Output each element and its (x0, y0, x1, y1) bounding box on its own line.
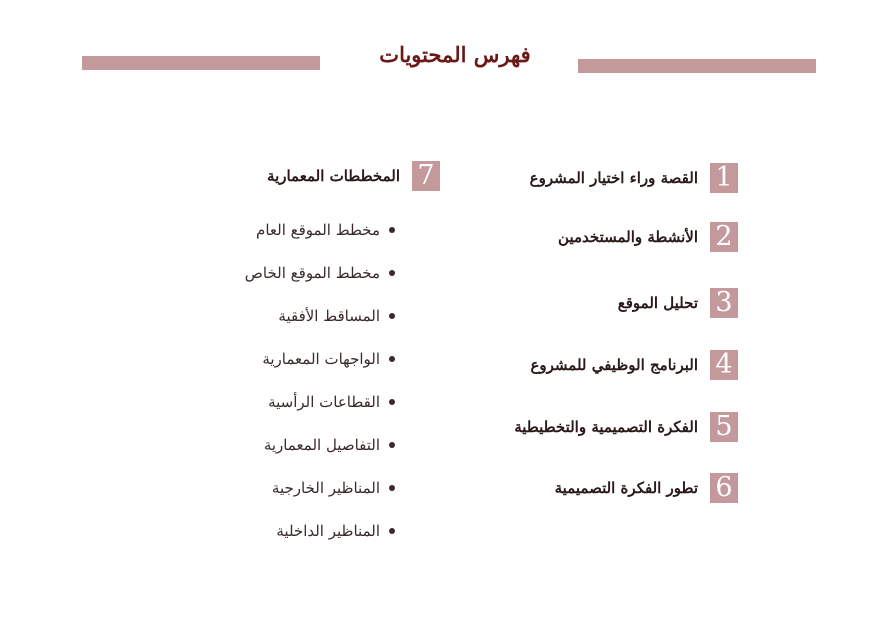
toc-label: تطور الفكرة التصميمية (554, 479, 698, 497)
list-item (245, 337, 395, 380)
list-item (245, 466, 395, 509)
list-item (245, 294, 395, 337)
toc-number: 7 (412, 161, 440, 191)
toc-number: 3 (710, 288, 738, 318)
list-item-label: المناظير الداخلية (276, 521, 380, 540)
toc-number: 6 (710, 473, 738, 503)
toc-label: الفكرة التصميمية والتخطيطية (514, 418, 698, 436)
bullet-icon (389, 270, 395, 276)
toc-entry-4 (530, 350, 738, 380)
toc-entry-6 (555, 473, 738, 503)
bullet-icon (389, 227, 395, 233)
toc-entry-2 (558, 222, 738, 252)
list-item-label: المساقط الأفقية (278, 306, 380, 325)
page-title: فهرس المحتويات (379, 42, 531, 67)
list-item-label: مخطط الموقع الخاص (244, 263, 380, 282)
bullet-icon (389, 442, 395, 448)
toc-subitems (245, 208, 395, 552)
toc-label: البرنامج الوظيفي للمشروع (530, 356, 698, 374)
list-item (245, 423, 395, 466)
list-item-label: التفاصيل المعمارية (263, 435, 380, 454)
toc-label: المخططات المعمارية (267, 167, 400, 185)
toc-entry-1 (530, 163, 738, 193)
list-item-label: مخطط الموقع العام (256, 220, 380, 239)
toc-label: تحليل الموقع (617, 294, 698, 312)
bullet-icon (389, 399, 395, 405)
toc-number: 4 (710, 350, 738, 380)
list-item (245, 208, 395, 251)
list-item-label: المناظير الخارجية (271, 478, 380, 497)
list-item (245, 380, 395, 423)
decorative-bar-left (82, 56, 320, 70)
toc-number: 1 (710, 163, 738, 193)
list-item (245, 251, 395, 294)
toc-entry-3 (618, 288, 738, 318)
toc-entry-7 (267, 161, 440, 191)
toc-label: القصة وراء اختيار المشروع (529, 169, 698, 187)
list-item-label: القطاعات الرأسية (268, 392, 380, 411)
list-item-label: الواجهات المعمارية (262, 349, 380, 368)
toc-label: الأنشطة والمستخدمين (558, 228, 698, 246)
bullet-icon (389, 485, 395, 491)
toc-entry-5 (514, 412, 738, 442)
list-item (245, 509, 395, 552)
toc-number: 5 (710, 412, 738, 442)
decorative-bar-right (578, 59, 816, 73)
bullet-icon (389, 356, 395, 362)
toc-number: 2 (710, 222, 738, 252)
bullet-icon (389, 313, 395, 319)
bullet-icon (389, 528, 395, 534)
